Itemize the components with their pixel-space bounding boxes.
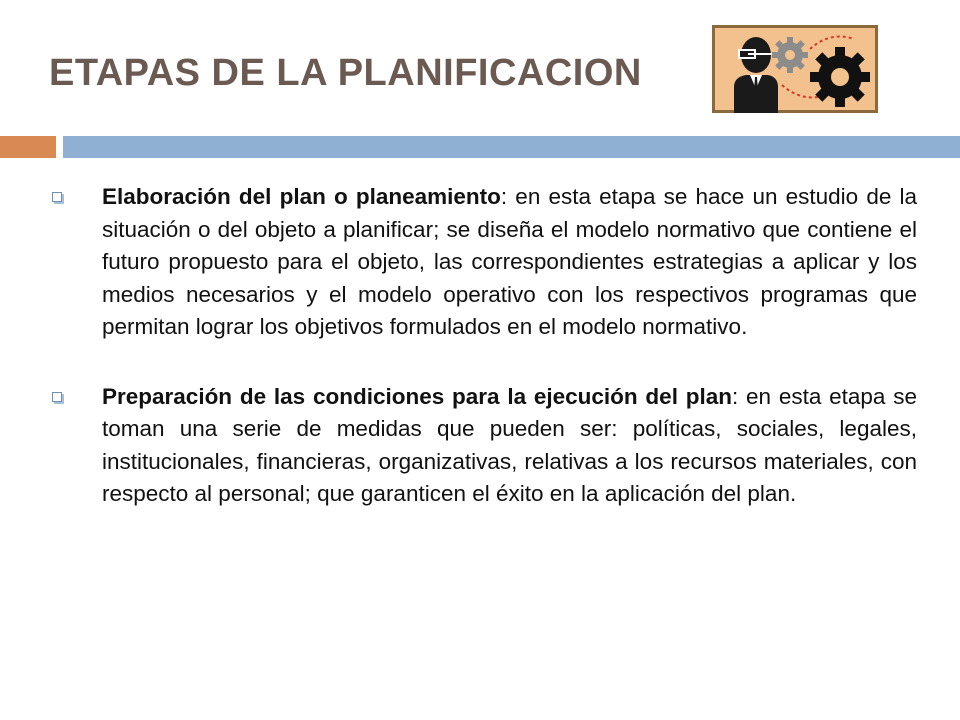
- bullet-list: [52, 181, 917, 511]
- bullet-item: [52, 381, 917, 511]
- square-bullet-icon: [52, 392, 62, 402]
- square-bullet-icon: [52, 192, 62, 202]
- accent-bar-blue: [63, 136, 960, 158]
- businessman-with-gears-icon: [712, 25, 878, 113]
- bullet-item: [52, 181, 917, 344]
- bullet-text: : en esta etapa se hace un estudio de la situación o del objeto a planificar; se diseña el modelo normativo que contiene el futuro propuesto para el objeto, las correspondientes estrategias a aplicar y los medios necesarios y el modelo operativo con los respectivos programas que permitan lograr los objetivos formulados en el modelo normativo.: [102, 184, 917, 339]
- bullet-term: Preparación de las condiciones para la ejecución del plan: [102, 383, 732, 409]
- bullet-text: : en esta etapa se toman una serie de medidas que pueden ser: políticas, sociales, legales, institucionales, financieras, organizativas, relativas a los recursos materiales, con respecto al personal; que garanticen el éxito en la aplicación del plan.: [102, 383, 917, 506]
- accent-bar-orange: [0, 136, 56, 158]
- bullet-term: Elaboración del plan o planeamiento: [102, 184, 501, 209]
- slide-title: ETAPAS DE LA PLANIFICACION: [49, 52, 642, 94]
